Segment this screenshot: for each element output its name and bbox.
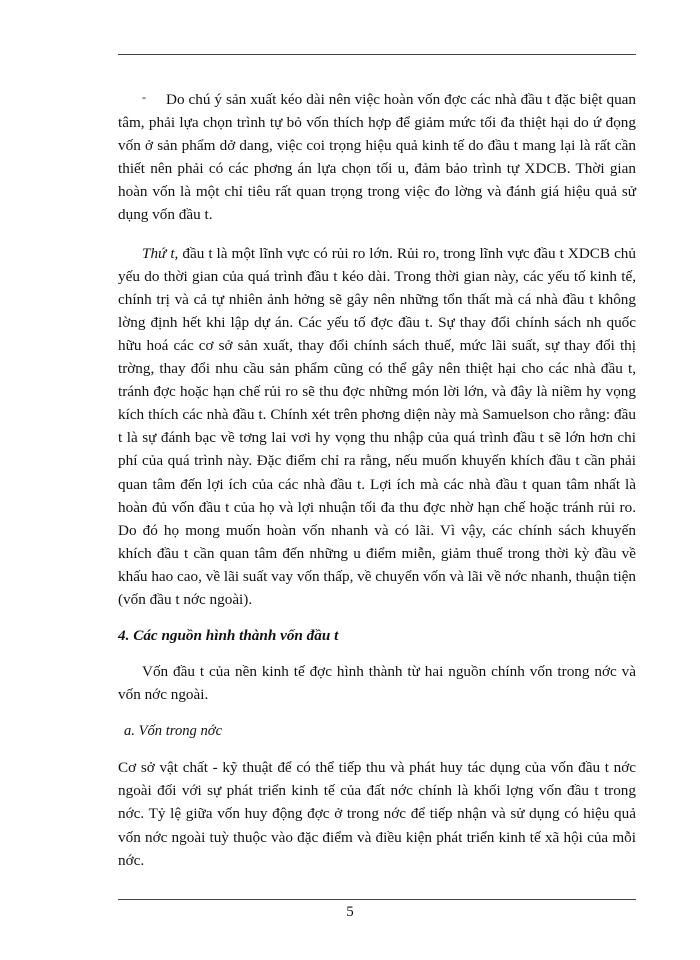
section-heading: 4. Các nguồn hình thành vốn đầu t	[118, 627, 339, 645]
footer-rule	[118, 899, 636, 900]
subsection-heading: a. Vốn trong nớc	[124, 723, 223, 740]
paragraph-lead: Thứ t,	[142, 244, 179, 262]
paragraph-text: đầu t là một lĩnh vực có rủi ro lớn. Rủi ro, trong lĩnh vực đầu t XDCB chủ yếu do thời gian của quá trình đầu t kéo dài. Trong thời gian này, các yếu tố kinh tế, chính trị và cả tự nhiên ảnh hởng sẽ gây nên những tổn thất mà cá nhà đầu t không lờng định hết khi lập dự án. Các yếu tố đợc đầu t. Sự thay đổi chính sách nh quốc hữu hoá các cơ sở sản xuất, thay đổi chính sách thuế, mức lãi suất, sự thay đổi thị trờng, thay đổi nhu cầu sản phẩm cũng có thể gây nên thiệt hại cho các nhà đầu t, tránh đợc hoặc hạn chế rủi ro sẽ thu đợc những món lời lớn, và đây là niềm hy vọng kích thích các nhà đầu t. Chính xét trên phơng diện này mà Samuelson cho rằng: đầu t là sự đánh bạc về tơng lai vơi hy vọng thu nhập của quá trình đầu t sẽ lớn hơn chi phí của quá trình này. Đặc điểm chỉ ra rằng, nếu muốn khuyến khích đầu t cần phải quan tâm đến lợi ích của các nhà đầu t. Lợi ích mà các nhà đầu t quan tâm nhất là hoàn đủ vốn đầu t của họ và lợi nhuận tối đa thu đợc nhờ hạn chế hoặc tránh rủi ro. Do đó họ mong muốn hoàn vốn nhanh và có lãi. Vì vậy, các chính sách khuyến khích đầu t cần quan tâm đến những u điểm miễn, giảm thuế trong thời kỳ đầu về khấu hao cao, về lãi suất vay vốn thấp, về chuyển vốn và lãi về nớc nhanh, thuận tiện (vốn đầu t nớc ngoài).	[118, 244, 636, 608]
paragraph-risk	[118, 242, 636, 612]
page-body	[118, 86, 636, 872]
paragraph-text: Do chú ý sản xuất kéo dài nên việc hoàn vốn đợc các nhà đầu t đặc biệt quan tâm, phải lựa chọn trình tự bỏ vốn thích hợp để giảm mức tối đa thiệt hại do ứ đọng vốn ở sản phẩm dở dang, việc coi trọng hiệu quả kinh tế do đầu t mang lại là rất cần thiết nên phải có các phơng án lựa chọn tối u, đảm bảo trình tự XDCB. Thời gian hoàn vốn là một chỉ tiêu rất quan trọng trong việc đo lờng và đánh giá hiệu quả sử dụng vốn đầu t.	[118, 91, 636, 224]
paragraph-sources: Vốn đầu t của nền kinh tế đợc hình thành từ hai nguồn chính vốn trong nớc và vốn nớc ngoài.	[118, 663, 636, 704]
paragraph-domestic-capital: Cơ sở vật chất - kỹ thuật để có thể tiếp thu và phát huy tác dụng của vốn đầu t nớc ngoài đối với sự phát triển kinh tế của đất nớc chính là khối lợng vốn đầu t trong nớc. Tỷ lệ giữa vốn huy động đợc ở trong nớc để tiếp nhận và sử dụng có hiệu quả vốn nớc ngoài tuỳ thuộc vào đặc điểm và điều kiện phát triển kinh tế xã hội của mỗi nớc.	[118, 759, 636, 869]
header-rule	[118, 54, 636, 55]
page-number: 5	[346, 904, 354, 920]
bullet-marker: -	[142, 90, 146, 104]
paragraph-time-to-recover-capital	[118, 86, 636, 227]
